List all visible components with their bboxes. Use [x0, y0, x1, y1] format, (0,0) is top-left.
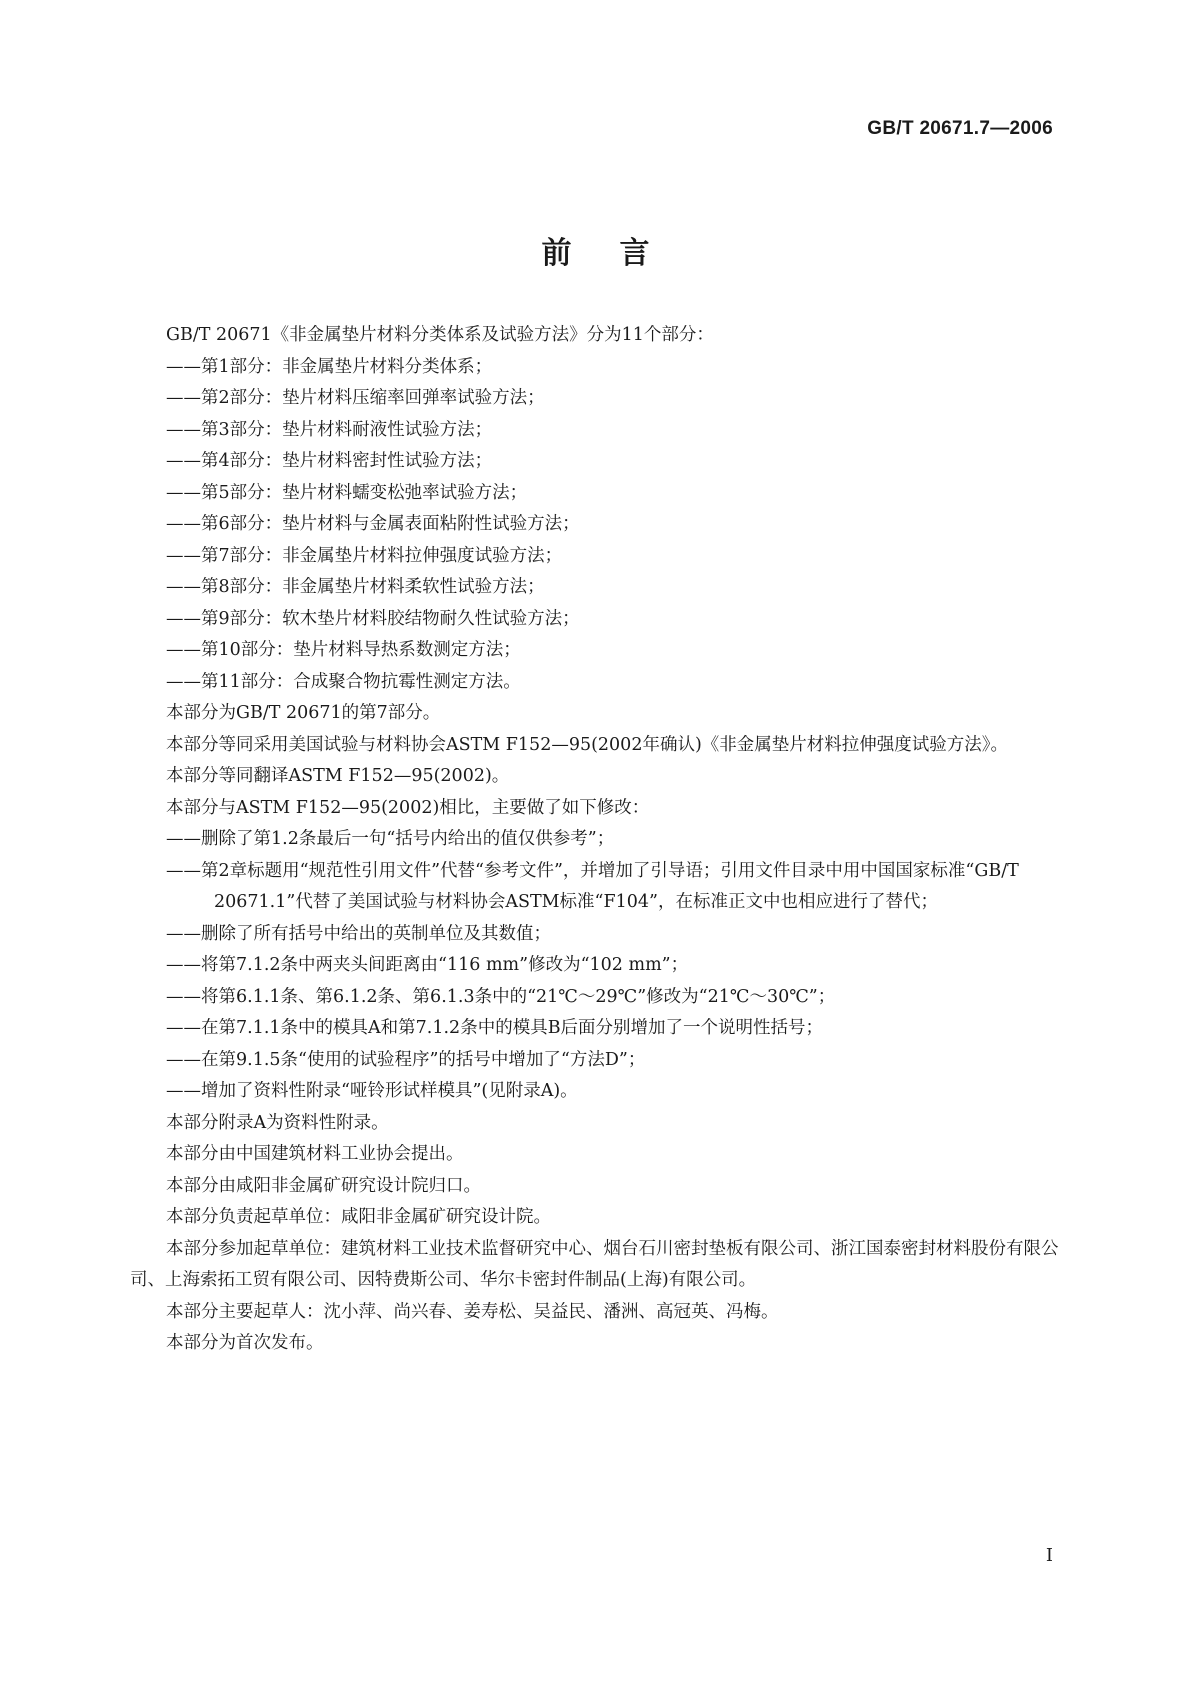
list-item: ——第2部分：垫片材料压缩率回弹率试验方法；: [166, 388, 545, 408]
list-item: ——将第6.1.1条、第6.1.2条、第6.1.3条中的“21℃～29℃”修改为“21℃～30℃”；: [166, 986, 836, 1007]
list-item: ——第7部分：非金属垫片材料拉伸强度试验方法；: [166, 545, 563, 566]
list-item: ——第4部分：垫片材料密封性试验方法；: [166, 451, 493, 471]
list-item: ——将第7.1.2条中两夹头间距离由“116 mm”修改为“102 mm”；: [166, 955, 689, 975]
paragraph: 本部分附录A为资料性附录。: [166, 1112, 389, 1133]
standard-code: GB/T 20671.7—2006: [867, 118, 1053, 139]
list-item: ——第3部分：垫片材料耐液性试验方法；: [166, 419, 493, 440]
paragraph: 本部分负责起草单位：咸阳非金属矿研究设计院。: [166, 1207, 551, 1227]
paragraph: 本部分为首次发布。: [166, 1333, 324, 1353]
page-number: I: [1045, 1545, 1053, 1566]
paragraph: 本部分由咸阳非金属矿研究设计院归口。: [166, 1175, 481, 1196]
list-item: ——第5部分：垫片材料蠕变松弛率试验方法；: [166, 482, 528, 503]
document-body: [130, 320, 1060, 1360]
list-item: ——第2章标题用“规范性引用文件”代替“参考文件”，并增加了引导语；引用文件目录中用中国国家标准“GB/T 20671.1”代替了美国试验与材料协会ASTM标准“F104”，在标准正文中也相应进行了替代；: [166, 860, 1019, 912]
paragraph: 本部分与ASTM F152—95(2002)相比，主要做了如下修改：: [166, 797, 650, 818]
paragraph: 本部分等同采用美国试验与材料协会ASTM F152—95(2002年确认)《非金属垫片材料拉伸强度试验方法》。: [166, 734, 1009, 755]
list-item: ——删除了所有括号中给出的英制单位及其数值；: [166, 923, 551, 944]
list-item: ——在第7.1.1条中的模具A和第7.1.2条中的模具B后面分别增加了一个说明性括号；: [166, 1018, 824, 1038]
paragraph: 本部分主要起草人：沈小萍、尚兴春、姜寿松、吴益民、潘洲、高冠英、冯梅。: [166, 1301, 779, 1322]
list-item: ——第9部分：软木垫片材料胶结物耐久性试验方法；: [166, 608, 580, 629]
list-item: ——第11部分：合成聚合物抗霉性测定方法。: [166, 671, 521, 692]
paragraph: 本部分为GB/T 20671的第7部分。: [166, 703, 441, 723]
list-item: ——第8部分：非金属垫片材料柔软性试验方法；: [166, 577, 545, 597]
list-item: ——第6部分：垫片材料与金属表面粘附性试验方法；: [166, 514, 580, 534]
list-item: ——删除了第1.2条最后一句“括号内给出的值仅供参考”；: [166, 829, 615, 849]
list-item: ——第1部分：非金属垫片材料分类体系；: [166, 356, 493, 377]
list-item: ——第10部分：垫片材料导热系数测定方法；: [166, 640, 521, 660]
list-item: ——增加了资料性附录“哑铃形试样模具”(见附录A)。: [166, 1081, 578, 1101]
paragraph: 本部分参加起草单位：建筑材料工业技术监督研究中心、烟台石川密封垫板有限公司、浙江国泰密封材料股份有限公司、上海索拓工贸有限公司、因特费斯公司、华尔卡密封件制品(上海)有限公司。: [130, 1238, 1059, 1290]
paragraph: 本部分等同翻译ASTM F152—95(2002)。: [166, 766, 510, 786]
page-title: 前言: [541, 236, 698, 271]
paragraph: 本部分由中国建筑材料工业协会提出。: [166, 1144, 464, 1164]
list-item: ——在第9.1.5条“使用的试验程序”的括号中增加了“方法D”；: [166, 1049, 646, 1070]
paragraph: GB/T 20671《非金属垫片材料分类体系及试验方法》分为11个部分：: [166, 325, 714, 345]
